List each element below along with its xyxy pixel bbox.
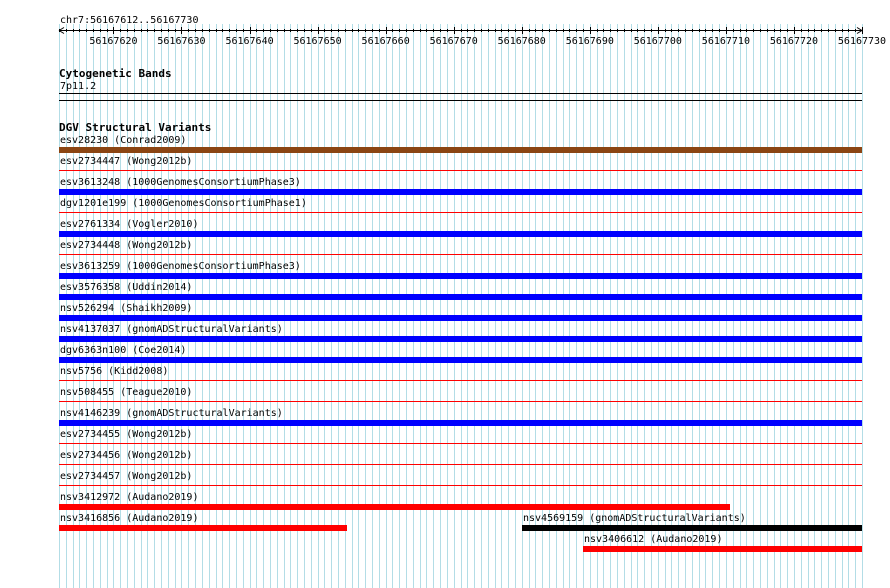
variant-label[interactable]: nsv3412972 (Audano2019) — [60, 492, 199, 503]
variant-label[interactable]: nsv4569159 (gnomADStructuralVariants) — [523, 513, 746, 524]
variant-bar[interactable] — [59, 525, 347, 531]
variant-label[interactable]: esv2734448 (Wong2012b) — [60, 240, 193, 251]
variant-label[interactable]: esv2734456 (Wong2012b) — [60, 450, 193, 461]
ruler-tick-label: 56167670 — [429, 36, 478, 47]
variant-bar[interactable] — [59, 231, 862, 237]
cytoband-track-title: Cytogenetic Bands — [59, 67, 172, 80]
ruler-tick-label: 56167730 — [837, 36, 887, 47]
variant-label[interactable]: dgv6363n100 (Coe2014) — [60, 345, 187, 356]
variant-label[interactable]: nsv4146239 (gnomADStructuralVariants) — [60, 408, 283, 419]
variant-bar[interactable] — [59, 273, 862, 279]
scale-ruler[interactable] — [0, 0, 890, 60]
variant-line[interactable] — [59, 170, 862, 171]
location-label: chr7:56167612..56167730 — [60, 15, 199, 26]
variant-bar[interactable] — [59, 504, 730, 510]
cytoband-label[interactable]: 7p11.2 — [60, 81, 97, 92]
variant-bar[interactable] — [59, 294, 862, 300]
ruler-tick-label: 56167700 — [633, 36, 682, 47]
ruler-tick-label: 56167640 — [225, 36, 274, 47]
variant-label[interactable]: nsv3416856 (Audano2019) — [60, 513, 199, 524]
track-divider — [59, 100, 862, 101]
ruler-tick-label: 56167650 — [293, 36, 342, 47]
variant-bar[interactable] — [59, 357, 862, 363]
dgv-track-title: DGV Structural Variants — [59, 121, 212, 134]
variant-line[interactable] — [59, 464, 862, 465]
variant-bar[interactable] — [59, 420, 862, 426]
variant-label[interactable]: esv2761334 (Vogler2010) — [60, 219, 199, 230]
variant-label[interactable]: esv2734457 (Wong2012b) — [60, 471, 193, 482]
variant-label[interactable]: nsv4137037 (gnomADStructuralVariants) — [60, 324, 283, 335]
variant-label[interactable]: esv2734447 (Wong2012b) — [60, 156, 193, 167]
variant-bar[interactable] — [522, 525, 862, 531]
variant-line[interactable] — [59, 212, 862, 213]
variant-line[interactable] — [59, 380, 862, 381]
ruler-tick-label: 56167620 — [89, 36, 138, 47]
variant-bar[interactable] — [59, 315, 862, 321]
variant-label[interactable]: esv2734455 (Wong2012b) — [60, 429, 193, 440]
variant-bar[interactable] — [59, 189, 862, 195]
cytoband-bar[interactable] — [59, 93, 862, 94]
ruler-tick-label: 56167680 — [497, 36, 546, 47]
variant-label[interactable]: esv28230 (Conrad2009) — [60, 135, 187, 146]
variant-label[interactable]: dgv1201e199 (1000GenomesConsortiumPhase1) — [60, 198, 307, 209]
variant-label[interactable]: esv3613259 (1000GenomesConsortiumPhase3) — [60, 261, 301, 272]
variant-label[interactable]: esv3576358 (Uddin2014) — [60, 282, 193, 293]
variant-line[interactable] — [59, 401, 862, 402]
variant-label[interactable]: nsv3406612 (Audano2019) — [584, 534, 723, 545]
variant-label[interactable]: nsv508455 (Teague2010) — [60, 387, 193, 398]
variant-line[interactable] — [59, 485, 862, 486]
ruler-tick-label: 56167710 — [701, 36, 750, 47]
variant-line[interactable] — [59, 443, 862, 444]
variant-bar[interactable] — [59, 336, 862, 342]
variant-label[interactable]: nsv5756 (Kidd2008) — [60, 366, 169, 377]
ruler-tick-label: 56167690 — [565, 36, 614, 47]
ruler-tick-label: 56167720 — [769, 36, 819, 47]
variant-bar[interactable] — [583, 546, 862, 552]
variant-label[interactable]: nsv526294 (Shaikh2009) — [60, 303, 193, 314]
variant-line[interactable] — [59, 254, 862, 255]
variant-bar[interactable] — [59, 147, 862, 153]
variant-label[interactable]: esv3613248 (1000GenomesConsortiumPhase3) — [60, 177, 301, 188]
ruler-tick-label: 56167660 — [361, 36, 410, 47]
ruler-tick-label: 56167630 — [157, 36, 206, 47]
